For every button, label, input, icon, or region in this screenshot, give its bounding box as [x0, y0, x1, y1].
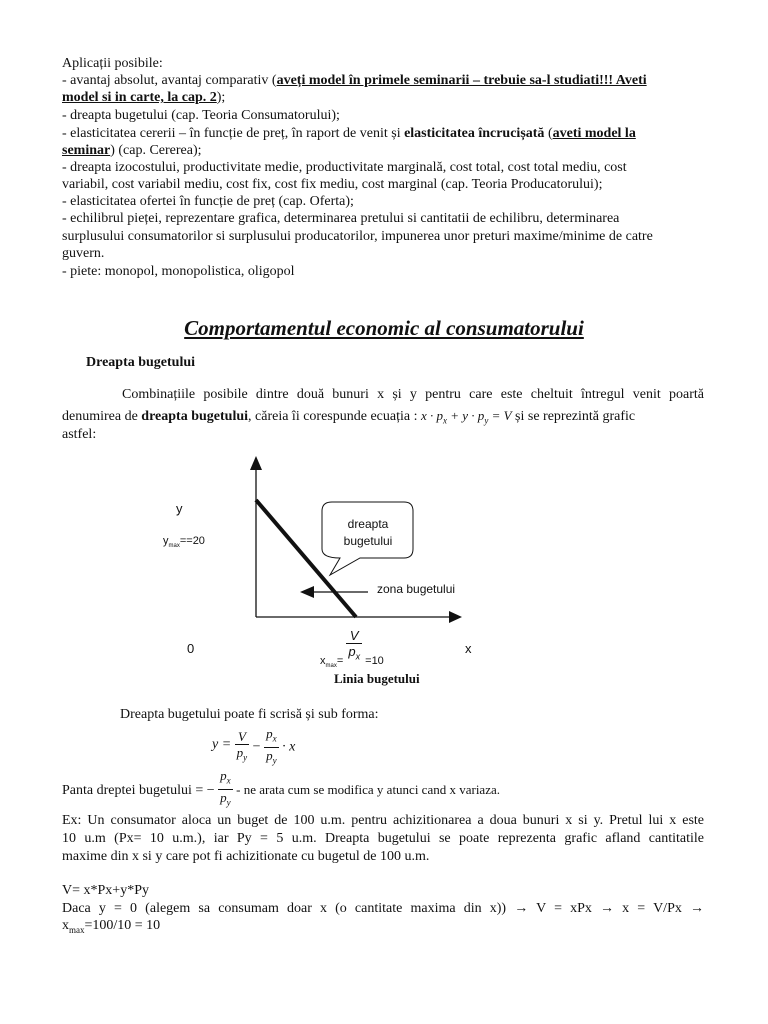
- para-line-1: Combinațiile posibile dintre două bunuri x și y pentru care este cheltuit întregul venit poartă: [122, 387, 704, 402]
- origin-label: 0: [187, 641, 195, 656]
- intro-line-7: variabil, cost variabil mediu, cost fix, cost fix mediu, cost marginal (cap. Teoria Producatorului);: [62, 177, 603, 192]
- graph-caption: Linia bugetului: [334, 671, 420, 686]
- xmax-fraction: $\frac{V}{p_x}$: [348, 628, 361, 662]
- bubble-line-1: dreapta: [347, 517, 389, 531]
- xmax-label: $x_{max}=$ $\frac{V}{p_x}$ =10: [320, 628, 384, 670]
- alt-form-intro: Dreapta bugetului poate fi scrisă și sub forma:: [120, 707, 379, 722]
- para-line-2: denumirea de dreapta bugetului, căreia îi corespunde ecuația : $x \cdot p_x + y \cdot p_y = V$ și se reprezintă grafic: [62, 408, 636, 426]
- calc-line-1: V= x*Px+y*Py: [62, 883, 149, 898]
- y-axis-label: y: [176, 501, 183, 516]
- slope-line: Panta dreptei bugetului = − $\frac{p_x}{p_y}$ - ne arata cum se modifica y atunci cand x variaza.: [62, 768, 500, 808]
- budget-equation: $x \cdot p_x + y \cdot p_y = V$: [420, 408, 512, 426]
- intro-line-1: - avantaj absolut, avantaj comparativ (aveți model în primele seminarii – trebuie sa-l studiati!!! Aveti: [62, 73, 647, 88]
- example-line-1: Ex: Un consumator aloca un buget de 100 u.m. pentru achizitionarea a doua bunuri x si y. Pretul lui x este: [62, 813, 704, 828]
- zone-label: zona bugetului: [377, 582, 456, 596]
- alt-form-equation: y = $\frac{V}{p_y}$ − $\frac{p_x}{p_y}$ · x: [212, 726, 296, 766]
- ymax-label: $y_{max}==20$: [163, 535, 205, 550]
- intro-line-4: - elasticitatea cererii – în funcție de preț, în raport de venit și elasticitatea încrucișată (aveti model la: [62, 126, 636, 141]
- intro-line-2: model si in carte, la cap. 2);: [62, 90, 226, 105]
- zone-arrow-head: [300, 586, 314, 598]
- intro-line-8: - elasticitatea ofertei în funcție de preț (cap. Oferta);: [62, 194, 354, 209]
- section-heading: Dreapta bugetului: [86, 355, 196, 370]
- intro-line-10: surplusului consumatorilor si surplusului producatorilor, impunerea unor preturi maxime/minime de catre: [62, 229, 653, 244]
- y-axis-arrow: [250, 456, 262, 470]
- bubble-line-2: bugetului: [343, 534, 393, 548]
- chapter-title: Comportamentul economic al consumatorului: [184, 316, 584, 340]
- intro-line-12: - piete: monopol, monopolistica, oligopol: [62, 264, 295, 279]
- intro-line-9: - echilibrul pieței, reprezentare grafica, determinarea pretului si cantitatii de echilibru, determinarea: [62, 211, 620, 226]
- calc-line-2: Daca y = 0 (alegem sa consumam doar x (o cantitate maxima din x)) → V = xPx → x = V/Px →: [62, 901, 704, 916]
- intro-line-11: guvern.: [62, 246, 105, 261]
- intro-line-6: - dreapta izocostului, productivitate medie, productivitate marginală, cost total, cost total mediu, cost: [62, 160, 627, 175]
- example-line-2: 10 u.m (Px= 10 u.m.), iar Py = 5 u.m. Dreapta bugetului se poate reprezenta grafic afland cantitatile: [62, 831, 704, 846]
- intro-heading: Aplicații posibile:: [62, 56, 163, 71]
- x-axis-label: x: [465, 641, 472, 656]
- x-axis-arrow: [449, 611, 462, 623]
- para-line-3: astfel:: [62, 427, 97, 442]
- calc-line-3: $x_{max}=100/10 = 10$: [62, 918, 161, 935]
- intro-line-5: seminar) (cap. Cererea);: [62, 143, 202, 158]
- example-line-3: maxime din x si y care pot fi achizitionate cu bugetul de 100 u.m.: [62, 849, 430, 864]
- intro-line-3: - dreapta bugetului (cap. Teoria Consumatorului);: [62, 108, 340, 123]
